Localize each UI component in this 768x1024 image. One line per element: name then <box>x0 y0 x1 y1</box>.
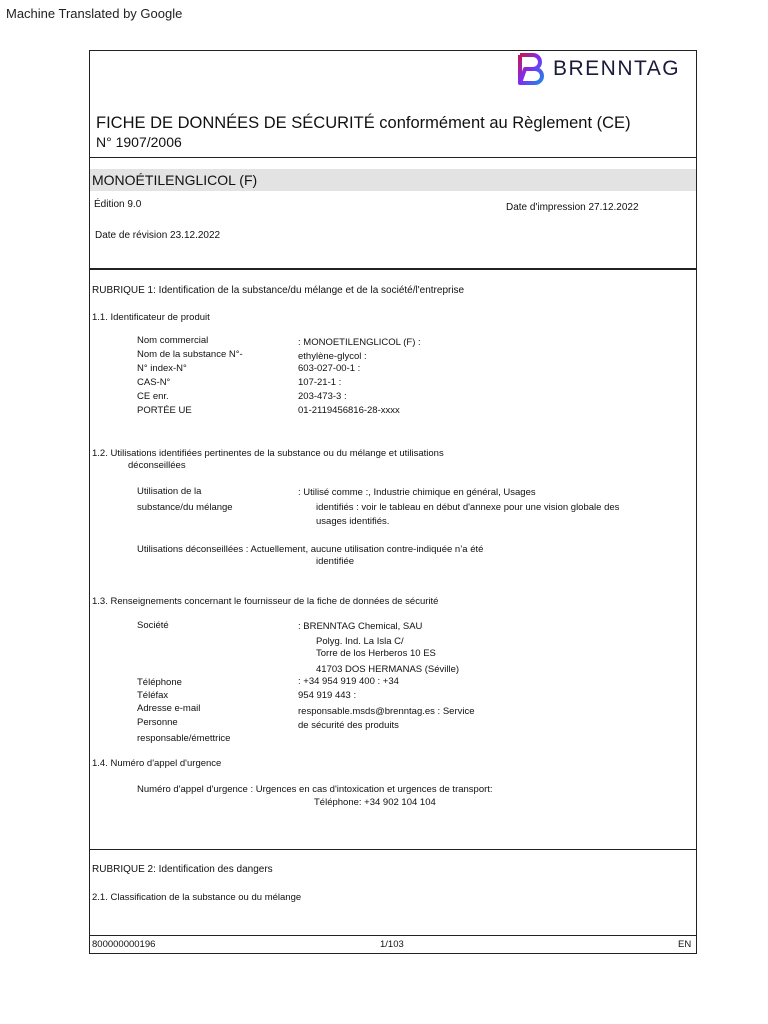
cas-number-value: 107-21-1 : <box>298 377 342 388</box>
section1-heading: RUBRIQUE 1: Identification de la substance/du mélange et de la société/l'entreprise <box>92 285 465 296</box>
email-label: Adresse e-mail <box>137 703 201 714</box>
document-title: FICHE DE DONNÉES DE SÉCURITÉ conformément au Règlement (CE) <box>96 114 631 132</box>
reach-value: 01-2119456816-28-xxxx <box>298 405 400 416</box>
trade-name-label: Nom commercial <box>137 335 209 346</box>
responsible-label-line2: responsable/émettrice <box>137 733 231 744</box>
use-label-line1: Utilisation de la <box>137 486 202 497</box>
use-value-line2: identifiés : voir le tableau en début d'annexe pour une vision globale des <box>316 502 620 513</box>
footer-document-code: 800000000196 <box>92 939 156 950</box>
section-1-2-heading-cont: déconseillées <box>128 460 186 471</box>
brand-name: BRENNTAG <box>553 57 681 80</box>
product-name: MONOÉTILENGLICOL (F) <box>92 172 258 188</box>
cas-number-label: CAS-N° <box>137 377 171 388</box>
section-1-1-heading: 1.1. Identificateur de produit <box>92 312 210 323</box>
footer-divider <box>89 935 697 936</box>
substance-name-value: ethylène-glycol : <box>298 351 367 362</box>
footer-page-number: 1/103 <box>380 939 404 950</box>
section-2-1-heading: 2.1. Classification de la substance ou du mélange <box>92 892 302 903</box>
ec-number-value: 203-473-3 : <box>298 391 347 402</box>
section-1-2-heading: 1.2. Utilisations identifiées pertinentes de la substance ou du mélange et utilisations <box>92 448 444 459</box>
divider <box>89 157 697 158</box>
trade-name-value: : MONOETILENGLICOL (F) : <box>298 337 421 348</box>
emergency-line1: Numéro d'appel d'urgence : Urgences en cas d'intoxication et urgences de transport: <box>137 784 493 795</box>
use-value-line1: : Utilisé comme :, Industrie chimique en général, Usages <box>298 487 536 498</box>
company-line4: 41703 DOS HERMANAS (Séville) <box>316 664 460 675</box>
use-label-line2: substance/du mélange <box>137 502 233 513</box>
phone-value: : +34 954 919 400 : +34 <box>298 676 399 687</box>
document-title-regulation: N° 1907/2006 <box>96 134 182 150</box>
index-number-value: 603-027-00-1 : <box>298 363 361 374</box>
company-label: Société <box>137 620 169 631</box>
fax-label: Téléfax <box>137 690 169 701</box>
advised-against-line1: Utilisations déconseillées : Actuellement, aucune utilisation contre-indiquée n’a été <box>137 544 484 555</box>
advised-against-line2: identifiée <box>316 556 355 567</box>
company-line3: Torre de los Herberos 10 ES <box>316 648 436 659</box>
section-1-3-heading: 1.3. Renseignements concernant le fournisseur de la fiche de données de sécurité <box>92 596 439 607</box>
responsible-label-line1: Personne <box>137 717 178 728</box>
responsible-value: de sécurité des produits <box>298 720 399 731</box>
machine-translation-banner: Machine Translated by Google <box>6 6 183 21</box>
section2-divider <box>89 849 697 850</box>
print-date: Date d'impression 27.12.2022 <box>506 202 639 213</box>
index-number-label: N° index-N° <box>137 363 187 374</box>
company-line2: Polyg. Ind. La Isla C/ <box>316 636 404 647</box>
footer-language: EN <box>678 939 692 950</box>
phone-label: Téléphone <box>137 677 182 688</box>
use-value-line3: usages identifiés. <box>316 516 390 527</box>
edition: Édition 9.0 <box>94 199 142 210</box>
emergency-phone: Téléphone: +34 902 104 104 <box>314 797 436 808</box>
reach-label: PORTÉE UE <box>137 405 192 416</box>
brenntag-b-logo-icon <box>517 53 547 85</box>
email-value: responsable.msds@brenntag.es : Service <box>298 706 475 717</box>
fax-value: 954 919 443 : <box>298 690 357 701</box>
ec-number-label: CE enr. <box>137 391 169 402</box>
substance-name-label: Nom de la substance N°- <box>137 349 243 360</box>
section2-heading: RUBRIQUE 2: Identification des dangers <box>92 864 273 875</box>
header-divider <box>89 268 697 270</box>
section-1-4-heading: 1.4. Numéro d'appel d'urgence <box>92 758 222 769</box>
company-line1: : BRENNTAG Chemical, SAU <box>298 621 423 632</box>
revision-date: Date de révision 23.12.2022 <box>95 230 221 241</box>
brand-logo <box>517 52 693 86</box>
